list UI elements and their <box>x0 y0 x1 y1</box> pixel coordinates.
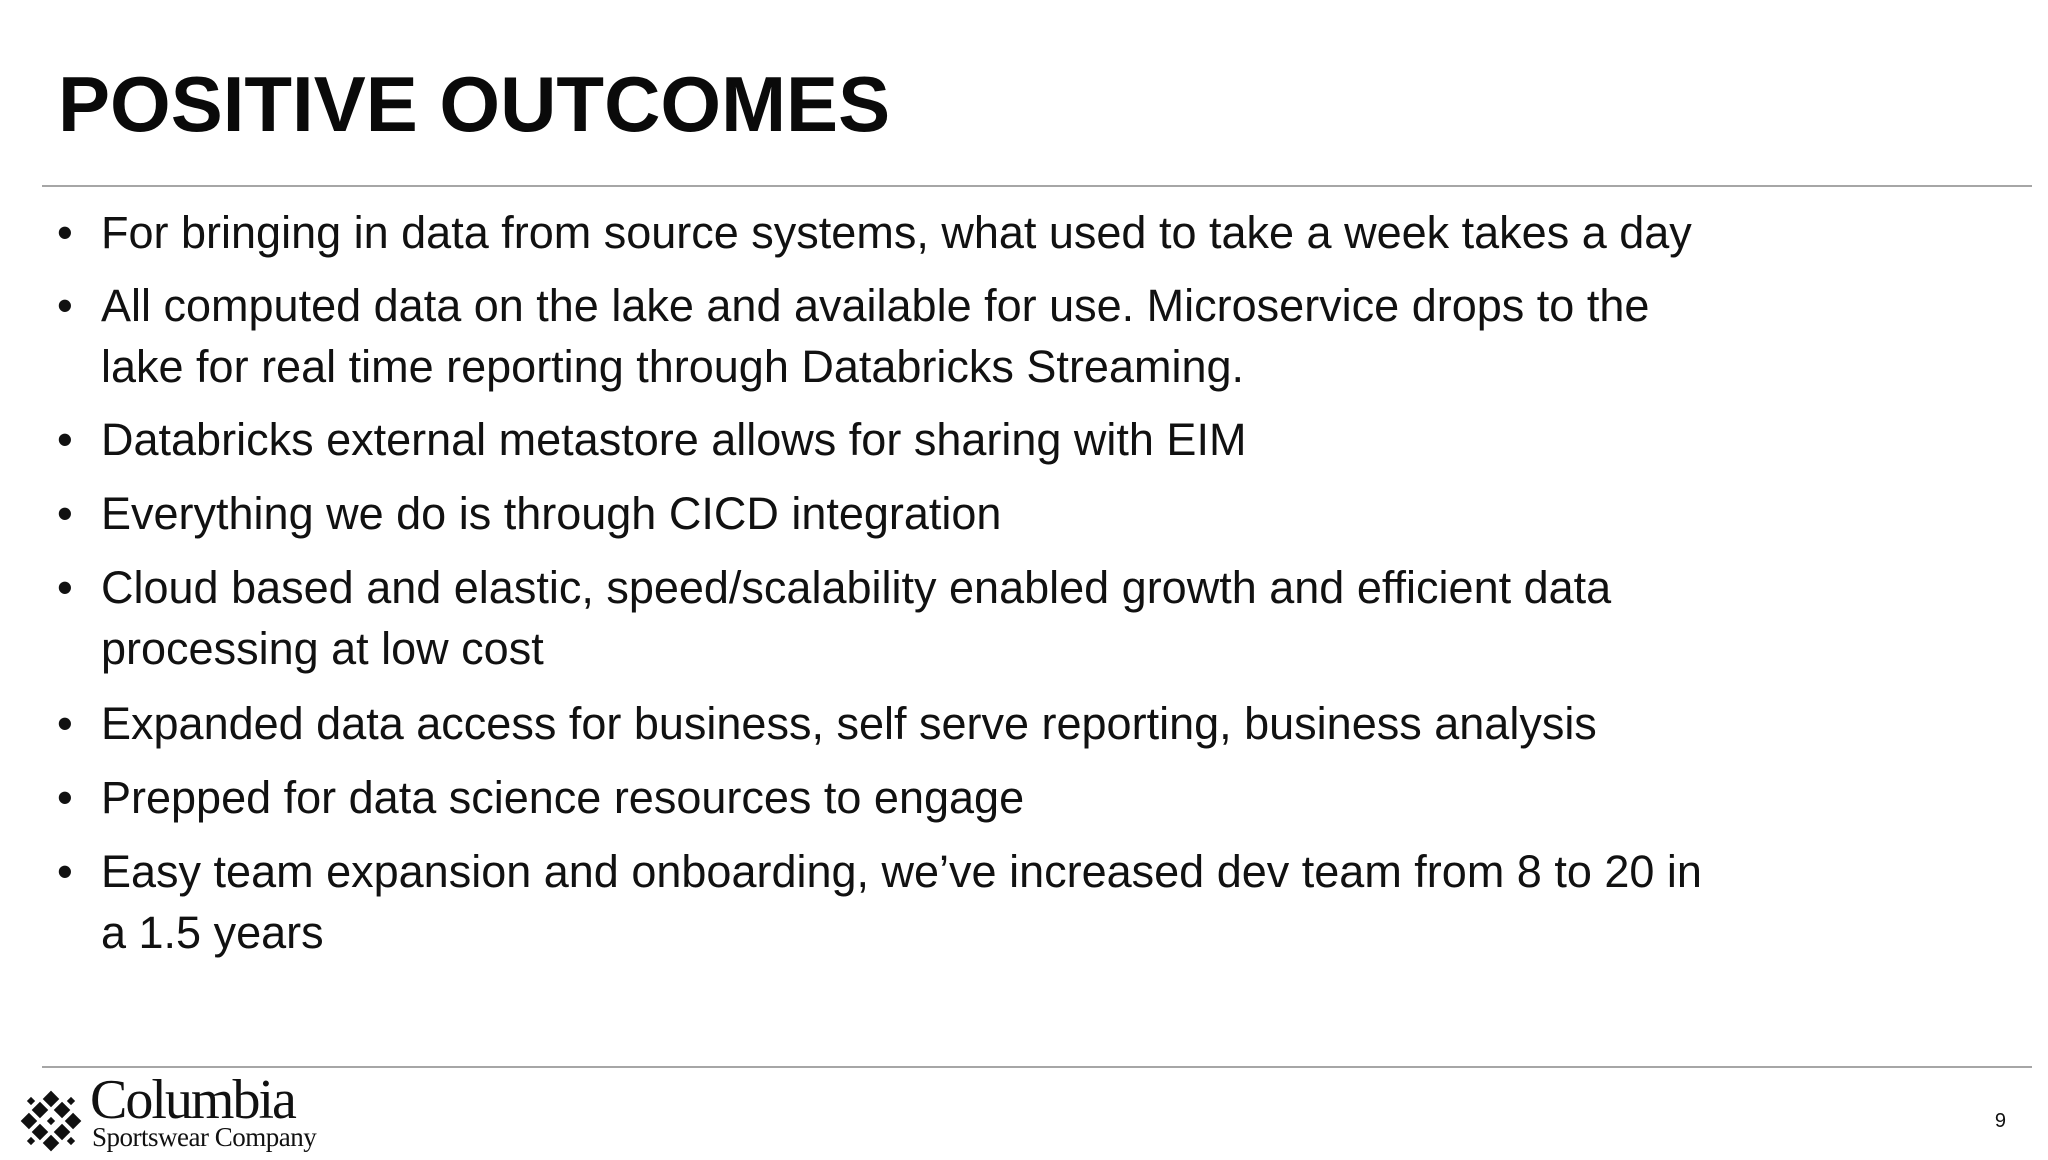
footer-divider <box>42 1066 2032 1068</box>
bullet-text: Easy team expansion and onboarding, we’ve increased dev team from 8 to 20 in a 1.5 years <box>101 846 1702 958</box>
bullet-item <box>55 275 1715 397</box>
bullet-marker: • <box>57 562 73 613</box>
bullet-marker: • <box>57 846 73 897</box>
bullet-item <box>55 409 1715 470</box>
logo-wordmark: Columbia <box>90 1069 295 1131</box>
bullet-text: For bringing in data from source systems, what used to take a week takes a day <box>101 207 1692 258</box>
bullet-marker: • <box>57 698 73 749</box>
company-logo <box>12 1069 342 1152</box>
columbia-diamond-logo-icon <box>12 1082 90 1160</box>
logo-subtitle: Sportswear Company <box>92 1122 317 1152</box>
bullet-item <box>55 693 1715 754</box>
bullet-item <box>55 483 1715 544</box>
bullet-text: Cloud based and elastic, speed/scalability enabled growth and efficient data processing at low cost <box>101 562 1612 674</box>
bullet-text: Expanded data access for business, self serve reporting, business analysis <box>101 698 1597 749</box>
bullet-item <box>55 767 1715 828</box>
bullet-marker: • <box>57 488 73 539</box>
title-divider <box>42 185 2032 187</box>
bullet-text: Databricks external metastore allows for sharing with EIM <box>101 414 1247 465</box>
bullet-list <box>55 200 1715 963</box>
slide-title: POSITIVE OUTCOMES <box>58 60 891 148</box>
bullet-marker: • <box>57 414 73 465</box>
bullet-item <box>55 557 1715 679</box>
bullet-marker: • <box>57 280 73 331</box>
bullet-item <box>55 841 1715 963</box>
bullet-item <box>55 202 1715 263</box>
bullet-text: Prepped for data science resources to engage <box>101 772 1025 823</box>
page-number: 9 <box>1994 1110 2006 1132</box>
bullet-marker: • <box>57 207 73 258</box>
bullet-text: All computed data on the lake and available for use. Microservice drops to the lake for real time reporting through Databricks Streaming. <box>101 280 1650 392</box>
bullet-marker: • <box>57 772 73 823</box>
bullet-text: Everything we do is through CICD integration <box>101 488 1002 539</box>
